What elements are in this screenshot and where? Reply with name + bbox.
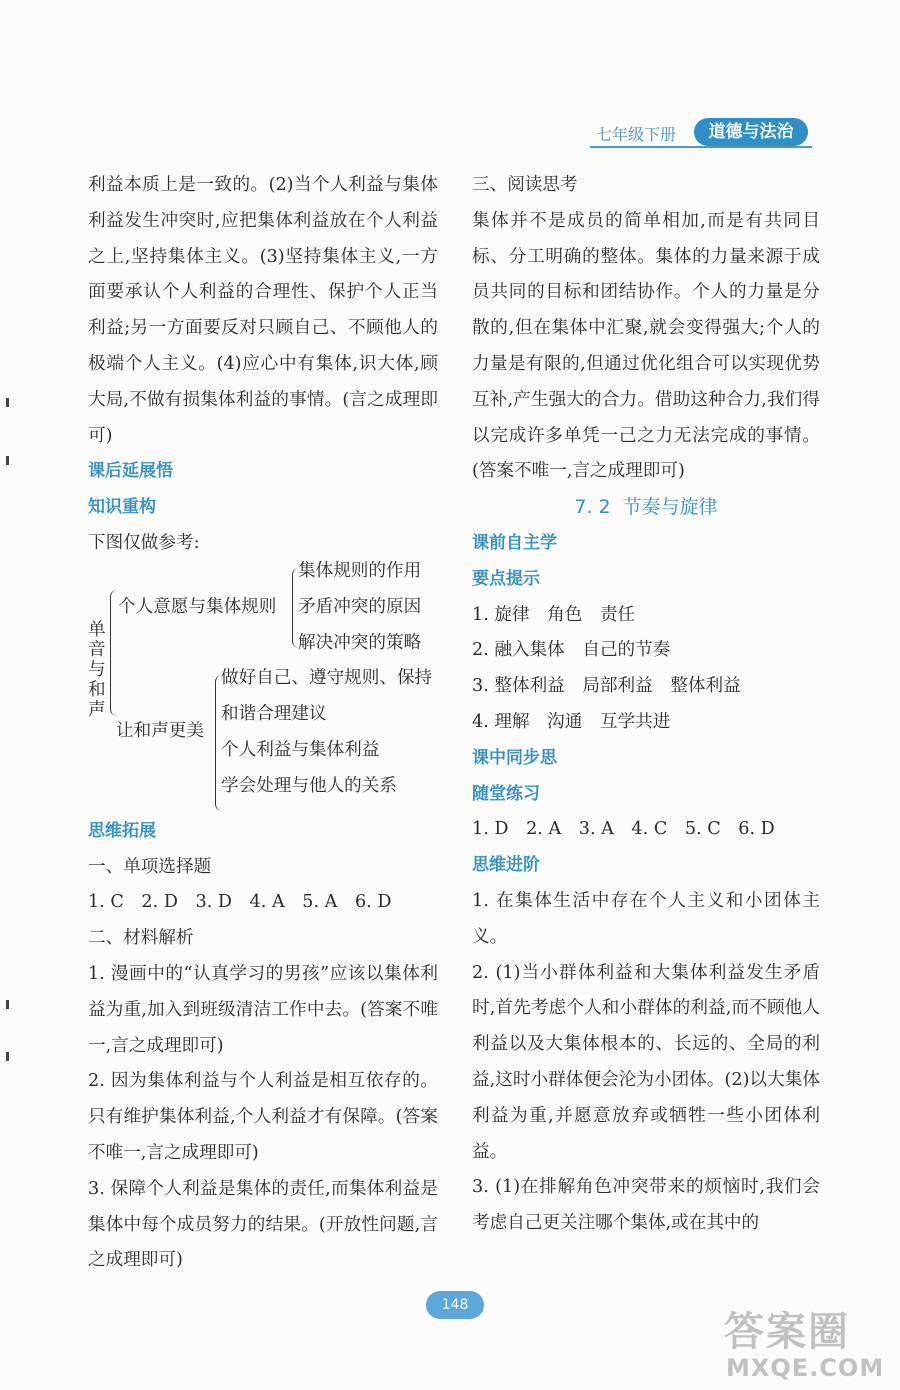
subheading-keypoints: 要点提示 <box>472 568 540 589</box>
watermark-title: 答案圈 <box>724 1309 850 1355</box>
reference-note: 下图仅做参考: <box>88 532 200 553</box>
left-column <box>88 168 438 1279</box>
choice-answers: 1. D 2. A 3. A 4. C 5. C 6. D <box>472 819 775 840</box>
answer-item: 2. (1)当小群体利益和大集体利益发生矛盾时,首先考虑个人和小群体的利益,而不顾他人利益以及大集体根本的、长远的、全局的利益,这时小群体便会沦为小团体。(2)以大集体利益为重,并愿意放弃或牺牲一些小团体利益。 <box>472 962 820 1162</box>
knowledge-tree <box>88 562 438 814</box>
tree-branch-1-item: 矛盾冲突的原因 <box>298 596 422 617</box>
answer-paragraph: 集体并不是成员的简单相加,而是有共同目标、分工明确的整体。集体的力量来源于成员共同的目标和团结协作。个人的力量是分散的,但在集体中汇聚,就会变得强大;个人的力量是有限的,但通过优化组合可以实现优势互补,产生强大的合力。借助这种合力,我们得以完成许多单凭一己之力无法完成的事情。(答案不唯一,言之成理即可) <box>472 210 820 482</box>
subheading-knowledge: 知识重构 <box>88 497 156 518</box>
keypoint-item: 2. 融入集体 自己的节奏 <box>472 640 671 661</box>
grade-label: 七年级下册 <box>596 125 677 144</box>
scan-edge-mark <box>6 1052 9 1061</box>
keypoint-item: 4. 理解 沟通 互学共进 <box>472 711 671 732</box>
answer-item: 3. 保障个人利益是集体的责任,而集体利益是集体中每个成员努力的结果。(开放性问题,言之成理即可) <box>88 1178 438 1271</box>
tree-branch-2-item: 和谐合理建议 <box>221 703 327 724</box>
tree-branch-1-item: 集体规则的作用 <box>298 560 422 581</box>
scan-edge-mark <box>6 456 9 465</box>
scan-edge-mark <box>6 1000 9 1009</box>
answer-item: 1. 在集体生活中存在个人主义和小团体主义。 <box>472 890 820 947</box>
answer-item: 1. 漫画中的“认真学习的男孩”应该以集体利益为重,加入到班级清洁工作中去。(答案不唯一,言之成理即可) <box>88 963 438 1056</box>
answer-paragraph: 利益本质上是一致的。(2)当个人利益与集体利益发生冲突时,应把集体利益放在个人利益之上,坚持集体主义。(3)坚持集体主义,一方面要承认个人利益的合理性、保护个人正当利益;另一方面要反对只顾自己、不顾他人的极端个人主义。(4)应心中有集体,识大体,顾大局,不做有损集体利益的事情。(言之成理即可) <box>88 175 438 446</box>
tree-brace-root <box>110 590 117 716</box>
header-rule <box>590 146 812 148</box>
tree-branch-2-item: 做好自己、遵守规则、保持 <box>221 667 433 688</box>
section-heading-mid: 课中同步思 <box>472 747 557 768</box>
lesson-title <box>472 490 820 526</box>
tree-branch-1: 个人意愿与集体规则 <box>118 596 277 617</box>
watermark-url: MXQE.COM <box>726 1354 885 1382</box>
tree-branch-2-item: 学会处理与他人的关系 <box>221 775 397 796</box>
tree-branch-2: 让和声更美 <box>116 720 204 741</box>
choice-answers: 1. C 2. D 3. D 4. A 5. A 6. D <box>88 892 392 913</box>
section-heading-think: 思维拓展 <box>88 820 156 841</box>
subheading-practice: 随堂练习 <box>472 783 540 804</box>
page-header <box>590 116 812 156</box>
page-number: 148 <box>426 1291 484 1319</box>
question-group-title: 一、单项选择题 <box>88 856 212 877</box>
tree-root: 单音与和声 <box>88 619 106 720</box>
watermark-logo <box>724 1300 894 1386</box>
tree-branch-1-item: 解决冲突的策略 <box>298 632 422 653</box>
scan-edge-mark <box>6 398 9 407</box>
answer-item: 2. 因为集体利益与个人利益是相互依存的。只有维护集体利益,个人利益才有保障。(答案不唯一,言之成理即可) <box>88 1071 438 1163</box>
answer-item: 3. (1)在排解角色冲突带来的烦恼时,我们会考虑自己更关注哪个集体,或在其中的 <box>472 1177 820 1234</box>
tree-branch-2-item: 个人利益与集体利益 <box>221 739 380 760</box>
right-column <box>472 168 820 1242</box>
keypoint-item: 3. 整体利益 局部利益 整体利益 <box>472 676 741 697</box>
subheading-advance: 思维进阶 <box>472 855 540 876</box>
section-heading-pre: 课前自主学 <box>472 532 557 553</box>
question-group-title: 三、阅读思考 <box>472 175 578 195</box>
question-group-title: 二、材料解析 <box>88 928 194 949</box>
keypoint-item: 1. 旋律 角色 责任 <box>472 604 636 625</box>
lesson-number: 7. 2 <box>574 496 611 519</box>
lesson-name: 节奏与旋律 <box>622 496 718 519</box>
section-heading-extend: 课后延展悟 <box>88 461 173 482</box>
subject-badge: 道德与法治 <box>694 118 808 146</box>
